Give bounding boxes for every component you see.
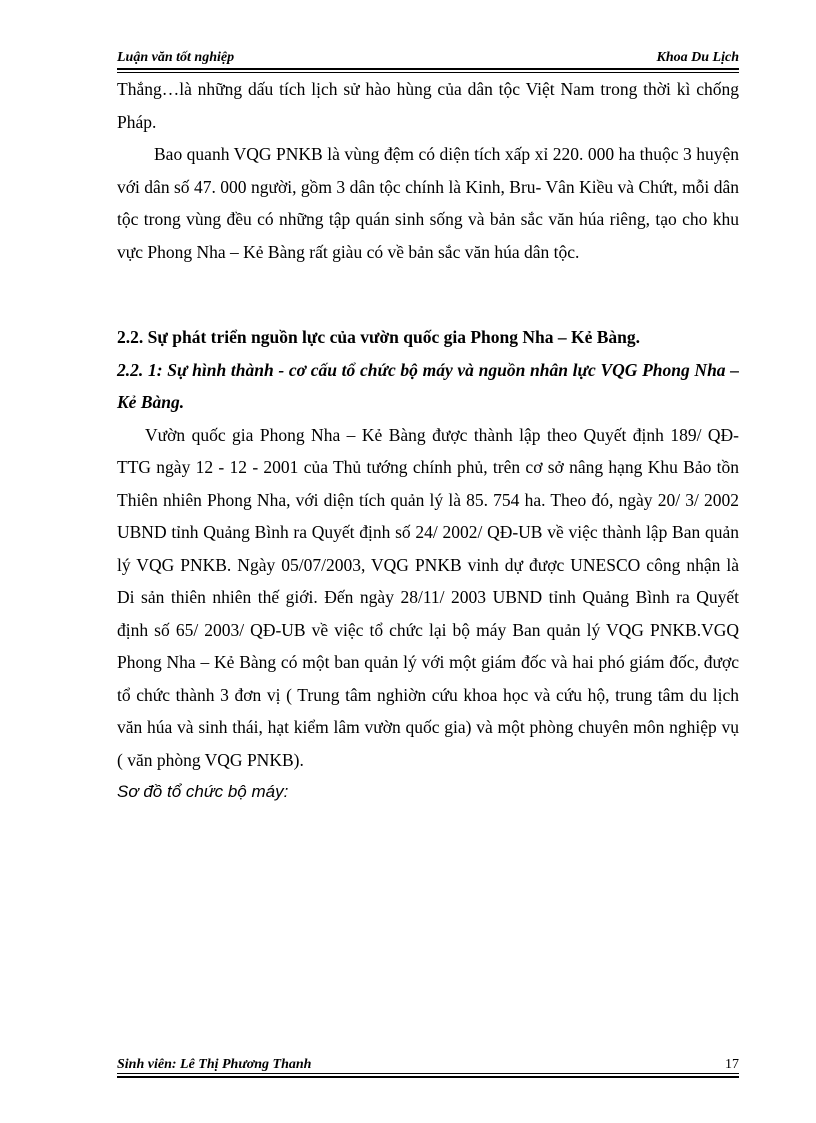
page-header — [117, 50, 739, 66]
org-chart-caption: Sơ đồ tổ chức bộ máy: — [117, 782, 289, 801]
header-rule-thick — [117, 68, 739, 70]
section-heading: 2.2. Sự phát triển nguồn lực của vườn quốc gia Phong Nha – Kẻ Bàng. — [117, 327, 641, 347]
footer-rule-thick — [117, 1076, 739, 1078]
document-body — [117, 73, 739, 809]
page-number: 17 — [725, 1057, 739, 1072]
subsection-heading: 2.2. 1: Sự hình thành - cơ cấu tổ chức bộ máy và nguồn nhân lực VQG Phong Nha – Kẻ Bàng. — [117, 359, 739, 412]
section-spacer — [117, 268, 739, 321]
paragraph-buffer-zone: Bao quanh VQG PNKB là vùng đệm có diện tích xấp xỉ 220. 000 ha thuộc 3 huyện với dân số 47. 000 người, gồm 3 dân tộc chính là Kinh, Bru- Vân Kiều và Chứt, mỗi dân tộc trong vùng đều có những tập quán sinh sống và bản sắc văn húa riêng, tạo cho khu vực Phong Nha – Kẻ Bàng rất giàu có về bản sắc văn húa dân tộc. — [117, 144, 739, 262]
footer-student-name: Sinh viên: Lê Thị Phương Thanh — [117, 1057, 312, 1072]
header-faculty-label: Khoa Du Lịch — [656, 50, 739, 65]
page-footer — [117, 1057, 739, 1075]
paragraph-establishment: Vườn quốc gia Phong Nha – Kẻ Bàng được thành lập theo Quyết định 189/ QĐ-TTG ngày 12 - 12 - 2001 của Thủ tướng chính phủ, trên cơ sở nâng hạng Khu Bảo tồn Thiên nhiên Phong Nha, với diện tích quản lý là 85. 754 ha. Theo đó, ngày 20/ 3/ 2002 UBND tỉnh Quảng Bình ra Quyết định số 24/ 2002/ QĐ-UB về việc thành lập Ban quản lý VQG PNKB. Ngày 05/07/2003, VQG PNKB vinh dự được UNESCO công nhận là Di sản thiên nhiên thế giới. Đến ngày 28/11/ 2003 UBND tỉnh Quảng Bình ra Quyết định số 65/ 2003/ QĐ-UB về việc tổ chức lại bộ máy Ban quản lý VQG PNKB.VGQ Phong Nha – Kẻ Bàng có một ban quản lý với một giám đốc và hai phó giám đốc, được tổ chức thành 3 đơn vị ( Trung tâm nghiờn cứu khoa học và cứu hộ, trung tâm du lịch văn húa và sinh thái, hạt kiểm lâm vườn quốc gia) và một phòng chuyên môn nghiệp vụ ( văn phòng VQG PNKB). — [117, 424, 739, 770]
document-page — [117, 0, 739, 1123]
paragraph-continuation: Thắng…là những dấu tích lịch sử hào hùng của dân tộc Việt Nam trong thời kì chống Pháp. — [117, 79, 739, 132]
header-thesis-label: Luận văn tốt nghiệp — [117, 50, 235, 65]
